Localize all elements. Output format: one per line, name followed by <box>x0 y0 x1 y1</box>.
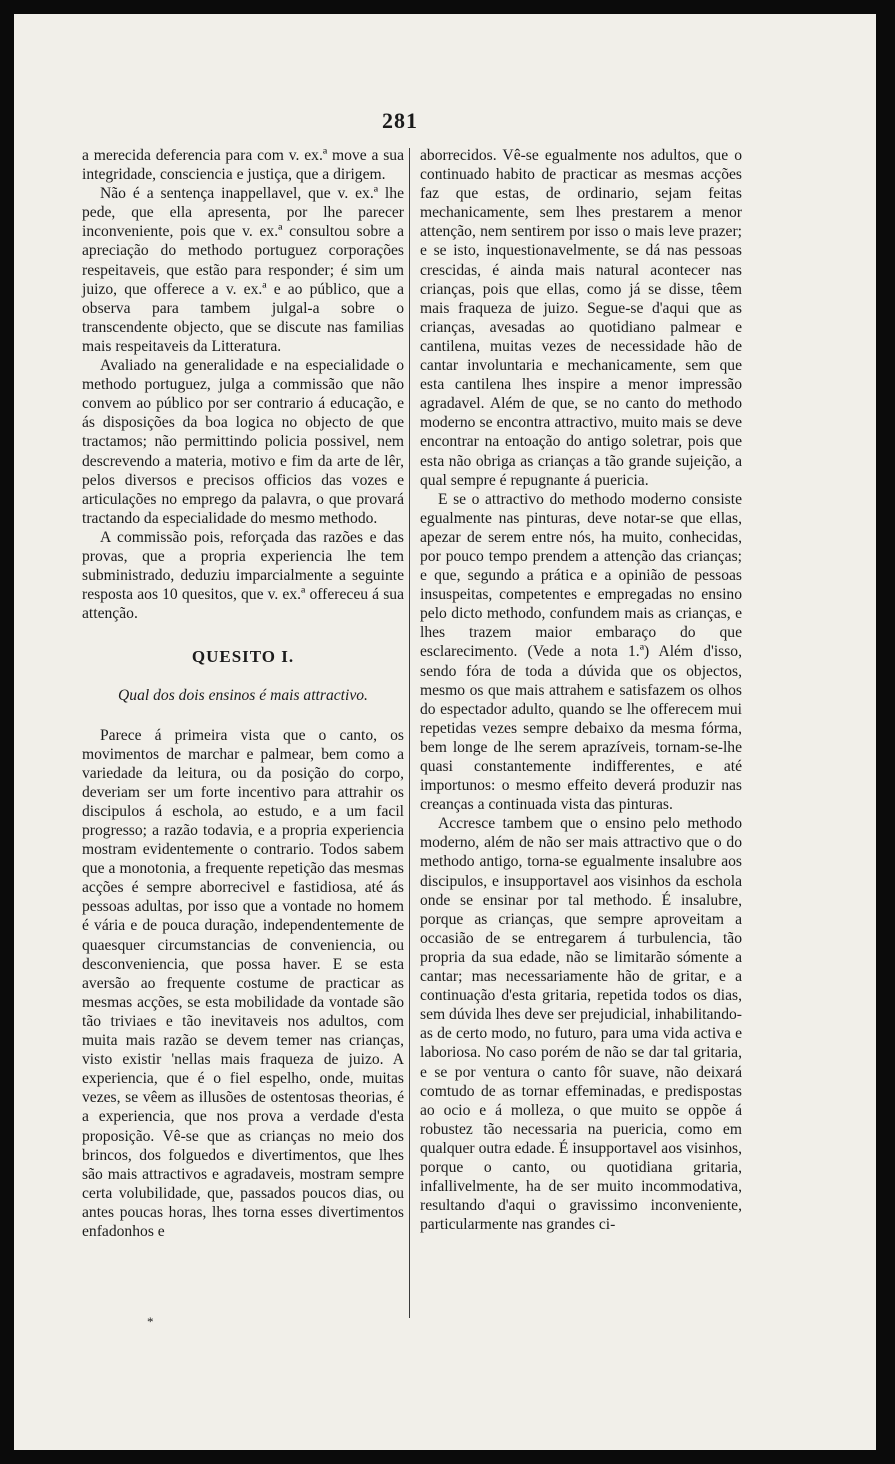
page-sheet <box>14 14 876 1450</box>
right-column <box>420 146 742 1234</box>
column-divider <box>409 148 410 1318</box>
left-paragraph-5: Parece á primeira vista que o canto, os movimentos de marchar e palmear, bem como a variedade da leitura, ou da posição do corpo, deveriam ser um forte incentivo para attrahir os discipulos á eschola, ao estudo, e a um facil progresso; a razão todavia, e a propria experiencia mostram evidentemente o contrario. Todos sabem que a monotonia, a frequente repetição das mesmas acções é sempre aborrecivel e fastidiosa, até ás pessoas adultas, por isso que a vontade no homem é vária e de pouca duração, independentemente de quaesquer circumstancias de conveniencia, ou desconveniencia, que possa haver. E se esta aversão ao frequente costume de practicar as mesmas acções, se esta mobilidade da vontade são tão triviaes e tão inevitaveis nos adultos, com muita mais razão se devem temer nas crianças, visto existir 'nellas mais fraqueza de juizo. A experiencia, que é o fiel espelho, onde, muitas vezes, se vêem as illusões de ostentosas theorias, é a experiencia, que nos prova a verdade d'esta proposição. Vê-se que as crianças no meio dos brincos, dos folguedos e divertimentos, que lhes são mais attractivos e agradaveis, mostram sempre certa volubilidade, que, passados poucos dias, ou antes poucas horas, lhes torna esses divertimentos enfadonhos e <box>82 726 404 1240</box>
right-paragraph-1: aborrecidos. Vê-se egualmente nos adultos, que o continuado habito de practicar as mesmas acções faz que estas, de ordinario, sejam feitas mechanicamente, sem lhes prestarem a menor attenção, nem sentirem por isso o mais leve prazer; e se isto, inquestionavelmente, se dá nas pessoas crescidas, é ainda mais natural acontecer nas crianças, pois que ellas, como já se disse, têem mais fraqueza de juizo. Segue-se d'aqui que as crianças, avesadas ao quotidiano palmear e cantilena, muitas vezes de necessidade hão de cantar involuntaria e mechanicamente, sem que esta cantilena lhes inspire a menor impressão agradavel. Além de que, se no canto do methodo moderno se encontra attractivo, muito mais se deve encontrar na entoação do antigo soletrar, pois que esta não obriga as crianças a tão grande sujeição, a qual sempre é repugnante á puericia. <box>420 147 742 489</box>
section-question: Qual dos dois ensinos é mais attractivo. <box>118 687 368 705</box>
left-paragraph-2: Não é a sentença inappellavel, que v. ex.ª lhe pede, que ella apresenta, por lhe parecer inconveniente, pois que v. ex.ª consultou sobre a apreciação do methodo portuguez corporações respeitaveis, que estão para responder; é sim um juizo, que offerece a v. ex.ª e ao público, que a observa para tambem julgal-a sobre o transcendente objecto, que se discute nas familias mais respeitaveis da Litteratura. <box>82 185 404 355</box>
page-number: 281 <box>382 108 418 133</box>
left-column <box>82 146 404 1241</box>
left-paragraph-3: Avaliado na generalidade e na especialidade o methodo portuguez, julga a commissão que não convem ao público por ser contrario á educação, e ás disposições da boa logica no objecto de que tractamos; não permittindo policia possivel, nem descrevendo a materia, motivo e fim da arte de lêr, pelos diversos e precisos officios das vozes e articulações no emprego da palavra, o que provará tractando da especialidade do mesmo methodo. <box>82 357 404 527</box>
section-heading: QUESITO I. <box>191 647 295 667</box>
right-paragraph-3: Accresce tambem que o ensino pelo methodo moderno, além de não ser mais attractivo que o do methodo antigo, torna-se egualmente insalubre aos discipulos, e insupportavel aos visinhos da eschola onde se ensinar por tal methodo. É insalubre, porque as crianças, que sempre aproveitam a occasião de se entregarem á turbulencia, tão propria da sua edade, não se limitarão sómente a cantar; mas necessariamente hão de gritar, e a continuação d'esta gritaria, repetida todos os dias, sem dúvida lhes deve ser prejudicial, inhabilitando-as de certo modo, no futuro, para uma vida activa e laboriosa. No caso porém de não se dar tal gritaria, e se por ventura o canto fôr suave, não deixará comtudo de as tornar effeminadas, e predispostas ao ocio e á molleza, o que muito se oppõe á robustez tão necessaria na puericia, como em qualquer outra edade. É insupportavel aos visinhos, porque o canto, ou quotidiana gritaria, infallivelmente, ha de ser muito incommodativa, resultando d'aqui o gravissimo inconveniente, particularmente nas grandes ci- <box>420 815 742 1234</box>
footnote-mark: * <box>147 1314 154 1329</box>
left-paragraph-4: A commissão pois, reforçada das razões e das provas, que a propria experiencia lhe tem subministrado, deduziu imparcialmente a seguinte resposta aos 10 quesitos, que v. ex.ª offereceu á sua attenção. <box>82 528 404 623</box>
left-paragraph-1: a merecida deferencia para com v. ex.ª move a sua integridade, consciencia e justiça, que a dirigem. <box>82 147 404 184</box>
right-paragraph-2: E se o attractivo do methodo moderno consiste egualmente nas pinturas, deve notar-se que ellas, apezar de serem entre nós, ha muito, conhecidas, por pouco tempo prendem a attenção das crianças; e que, segundo a prática e a opinião de pessoas insuspeitas, competentes e empregadas no ensino pelo dicto methodo, confundem mais as crianças, e lhes trazem maior embaraço do que esclarecimento. (Vede a nota 1.ª) Além d'isso, sendo fóra de toda a dúvida que os objectos, mesmo os que mais attrahem e satisfazem os olhos do espectador adulto, quando se lhe offerecem mui repetidas vezes sempre debaixo da mesma fórma, bem longe de lhe serem aprazíveis, tornam-se-lhe quasi constantemente indifferentes, e até importunos: o mesmo effeito deverá produzir nas creanças a continuada vista das pinturas. <box>420 490 742 814</box>
